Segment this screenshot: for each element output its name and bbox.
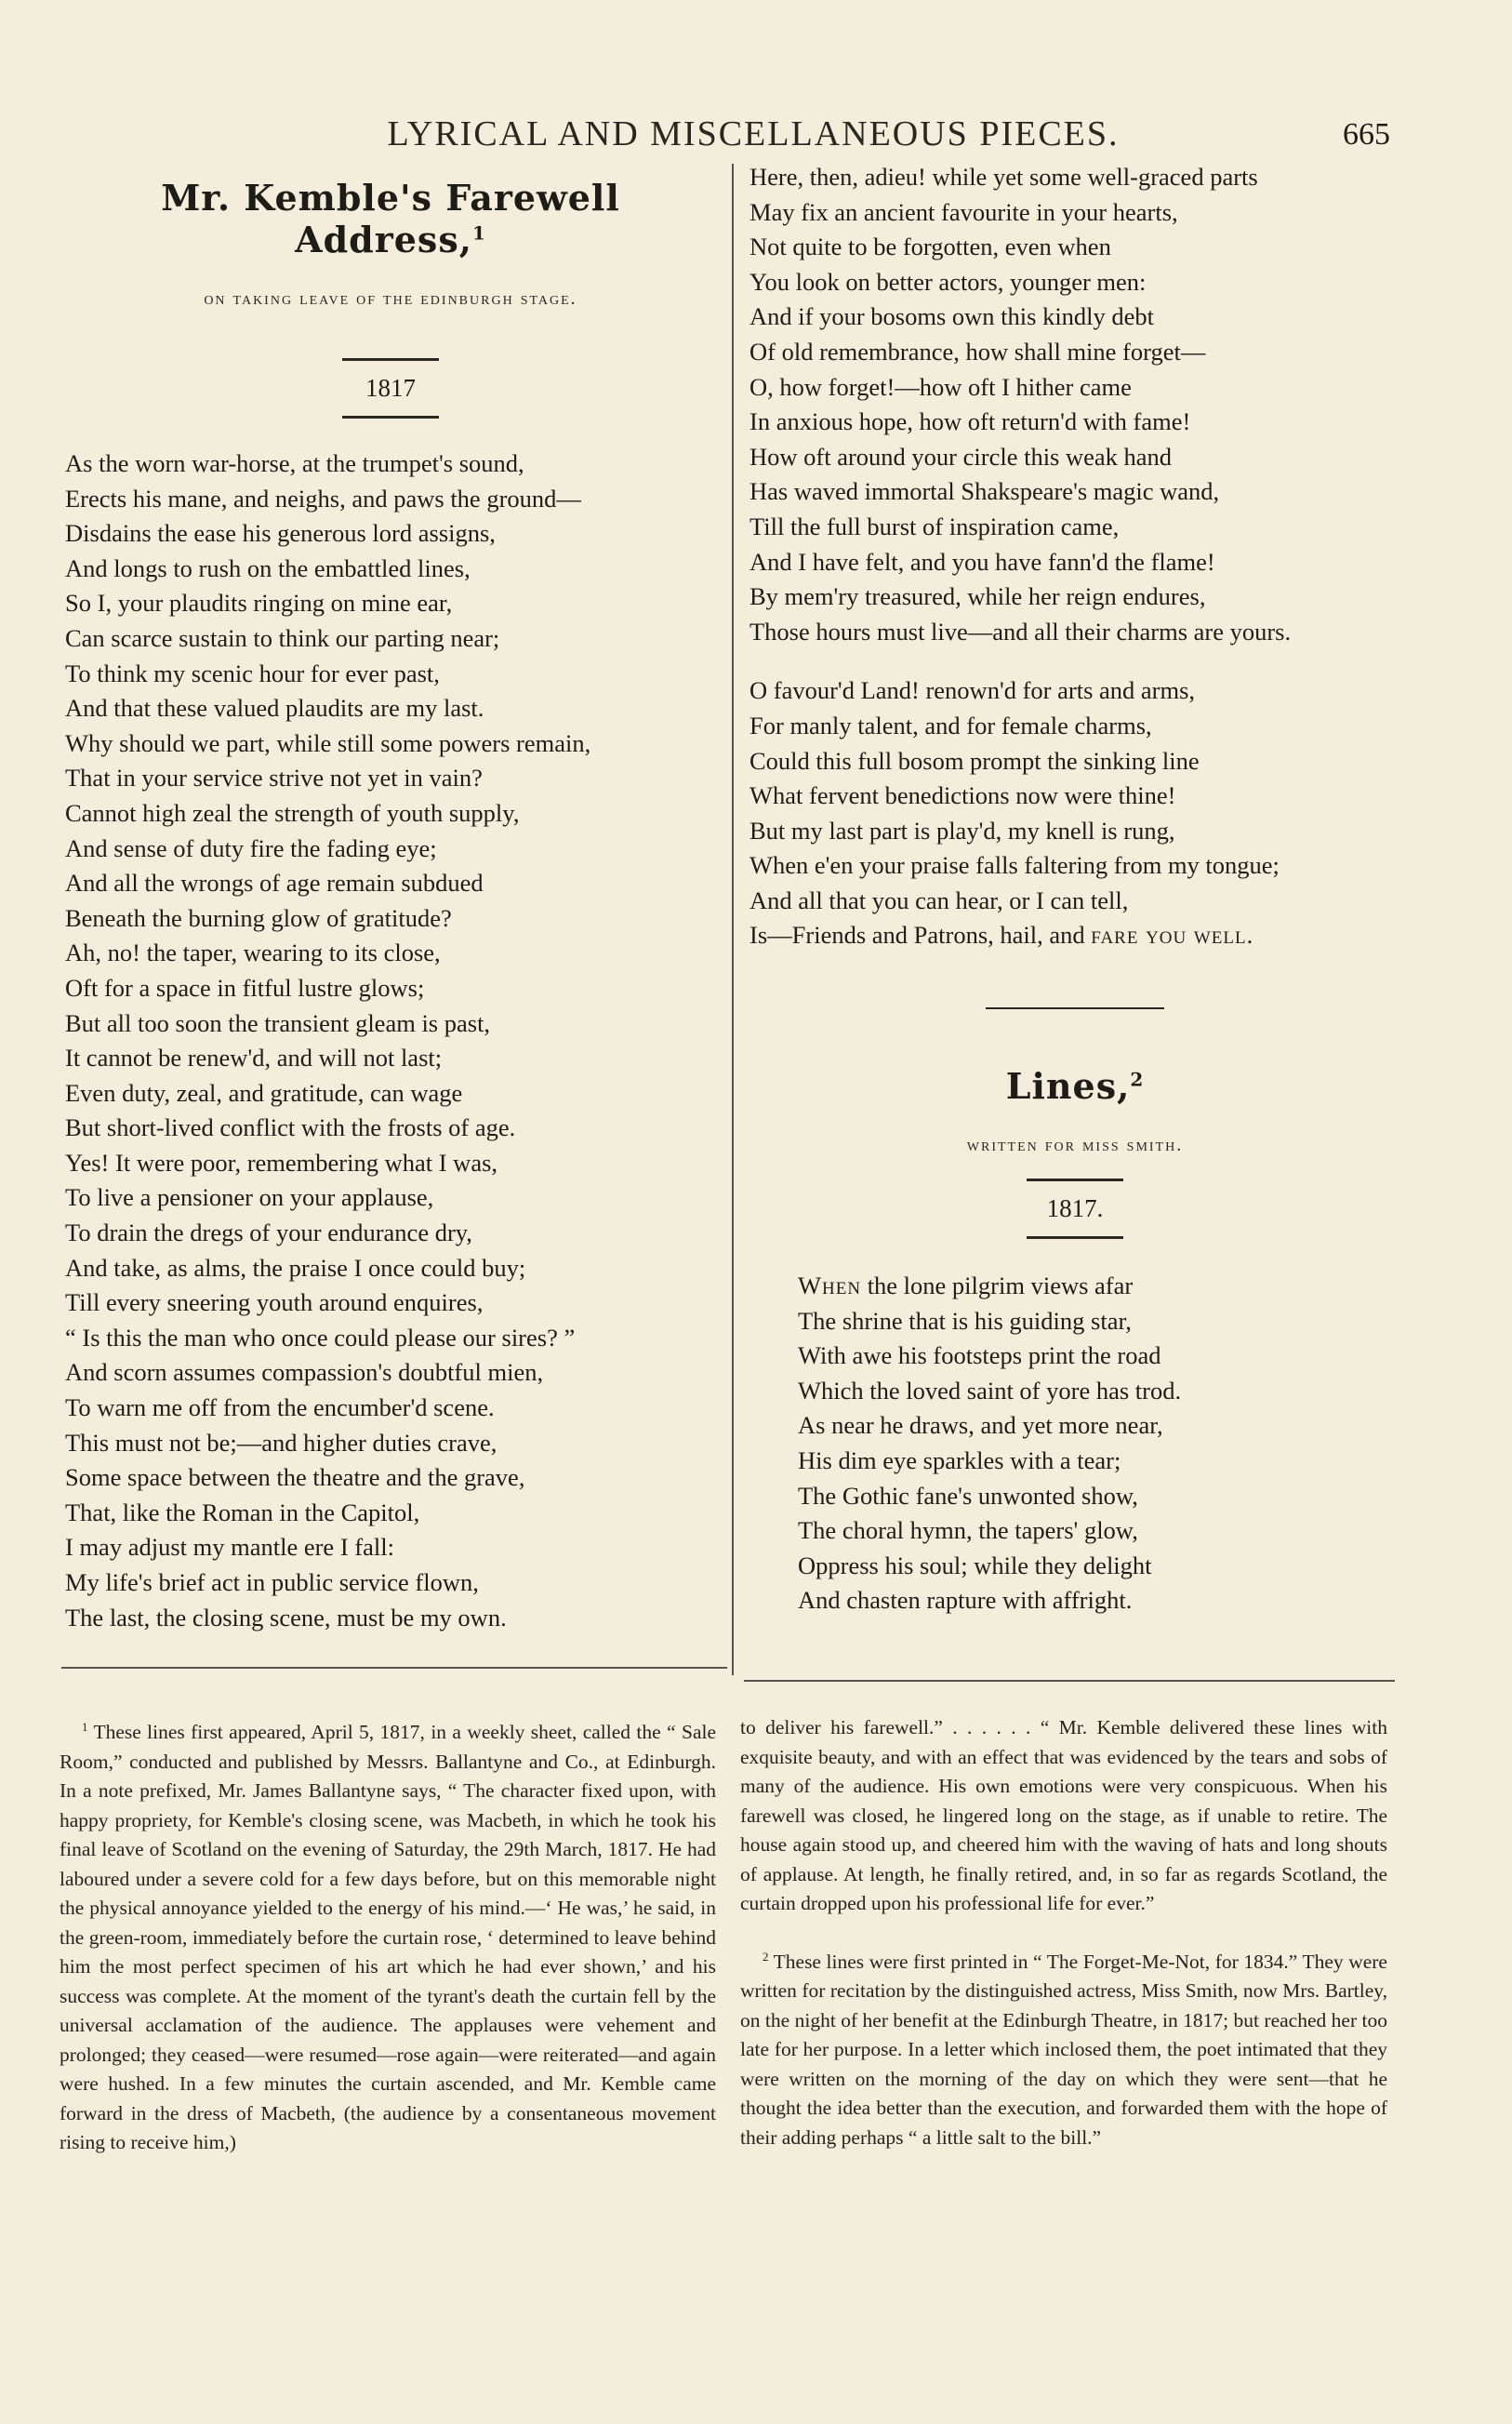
poem1-last-line: [749, 918, 1400, 953]
poem2-first-line: [798, 1269, 1400, 1304]
verse-line: What fervent benedictions now were thine!: [749, 781, 1176, 810]
column-divider: [732, 164, 734, 1675]
verse-line: Till the full burst of inspiration came,: [749, 512, 1120, 540]
verse-line: As the worn war-horse, at the trumpet's sound,: [65, 449, 524, 477]
verse-line: The Gothic fane's unwonted show,: [798, 1481, 1138, 1510]
verse-line: By mem'ry treasured, while her reign endures,: [749, 582, 1206, 611]
poem1-last-line-start: Is—Friends and Patrons, hail, and: [749, 921, 1092, 950]
verse-line: And all the wrongs of age remain subdued: [65, 869, 484, 898]
poem2-title: [749, 1065, 1400, 1107]
verse-line: Not quite to be forgotten, even when: [749, 233, 1111, 261]
poem1-year: 1817: [365, 374, 416, 402]
poem2-title-text: Lines,: [1005, 1065, 1131, 1108]
verse-line: Some space between the theatre and the grave,: [65, 1463, 525, 1492]
poem2-year-rule-top: [1027, 1179, 1123, 1181]
verse-line: O, how forget!—how oft I hither came: [749, 372, 1132, 401]
poem2-title-note: 2: [1130, 1068, 1145, 1091]
footnote-1-marker: 1: [82, 1721, 88, 1734]
footnote-rule-right: [744, 1680, 1395, 1682]
verse-line: Oppress his soul; while they delight: [798, 1551, 1152, 1579]
verse-line: Cannot high zeal the strength of youth supply,: [65, 798, 520, 827]
verse-line: And chasten rapture with affright.: [798, 1586, 1133, 1615]
verse-line: Disdains the ease his generous lord assigns,: [65, 519, 496, 548]
poem2-subtitle: written for miss smith.: [966, 1135, 1184, 1156]
poem1-last-line-caps: fare you well.: [1091, 921, 1254, 950]
verse-line: “ Is this the man who once could please our sires? ”: [65, 1323, 576, 1352]
verse-line: That in your service strive not yet in vain?: [65, 764, 483, 792]
verse-line: It cannot be renew'd, and will not last;: [65, 1044, 443, 1072]
verse-line: As near he draws, and yet more near,: [798, 1411, 1163, 1440]
footnote-2: [740, 1943, 1387, 2153]
footnotes-right: [740, 1713, 1387, 2152]
verse-line: This must not be;—and higher duties crave,: [65, 1428, 497, 1457]
poem1-title: [65, 177, 716, 260]
verse-line: The shrine that is his guiding star,: [798, 1306, 1132, 1335]
verse-line: And scorn assumes compassion's doubtful mien,: [65, 1358, 544, 1387]
verse-line: And I have felt, and you have fann'd the flame!: [749, 547, 1215, 576]
footnote-1: [60, 1713, 716, 2158]
poem2-year: 1817.: [1046, 1194, 1104, 1223]
verse-line: To warn me off from the encumber'd scene.: [65, 1393, 495, 1422]
verse-line: And take, as alms, the praise I once could buy;: [65, 1253, 526, 1282]
verse-line: My life's brief act in public service flown,: [65, 1568, 479, 1596]
verse-line: When e'en your praise falls faltering from my tongue;: [749, 851, 1280, 880]
verse-line: Erects his mane, and neighs, and paws the ground—: [65, 484, 581, 513]
poem1-year-rule-top: [342, 358, 439, 361]
verse-line: Ah, no! the taper, wearing to its close,: [65, 939, 441, 967]
footnote-2-marker: 2: [763, 1950, 769, 1964]
verse-line: The choral hymn, the tapers' glow,: [798, 1516, 1138, 1545]
verse-line: How oft around your circle this weak hand: [749, 442, 1173, 471]
verse-line: May fix an ancient favourite in your hearts,: [749, 197, 1178, 226]
verse-line: To think my scenic hour for ever past,: [65, 659, 440, 687]
page-number: 665: [1343, 117, 1390, 152]
verse-line: I may adjust my mantle ere I fall:: [65, 1533, 394, 1562]
verse-line: You look on better actors, younger men:: [749, 267, 1147, 296]
footnote-2-text: These lines were first printed in “ The Forget-Me-Not, for 1834.” They were written for recitation by the distinguished actress, Miss Smith, now Mrs. Bartley, on the night of her benefit at the Edinburgh Theatre, in 1817; but reached her too late for her purpose. In a letter which inclosed them, the poet intimated that they were written on the morning of the day on which they were sent—that he thought the idea better than the execution, and forwarded them with the hope of their adding perhaps “ a little salt to the bill.”: [740, 1950, 1387, 2149]
verse-line: Could this full bosom prompt the sinking line: [749, 746, 1200, 775]
verse-line: Here, then, adieu! while yet some well-graced parts: [749, 163, 1258, 191]
poem2-verse: [798, 1269, 1400, 1618]
verse-line: Till every sneering youth around enquires,: [65, 1288, 484, 1317]
verse-line: And if your bosoms own this kindly debt: [749, 302, 1155, 331]
verse-line: And all that you can hear, or I can tell,: [749, 886, 1129, 914]
verse-line: Of old remembrance, how shall mine forget—: [749, 337, 1206, 366]
verse-line: Why should we part, while still some powers remain,: [65, 728, 591, 757]
verse-line: To drain the dregs of your endurance dry,: [65, 1219, 472, 1247]
verse-line: The last, the closing scene, must be my own.: [65, 1603, 507, 1632]
right-column: [749, 160, 1400, 1618]
verse-line: And sense of duty fire the fading eye;: [65, 833, 437, 862]
verse-line: That, like the Roman in the Capitol,: [65, 1498, 420, 1526]
verse-line: To live a pensioner on your applause,: [65, 1183, 434, 1212]
verse-line: With awe his footsteps print the road: [798, 1341, 1161, 1370]
poem1-verse: [65, 446, 716, 1635]
verse-line: Even duty, zeal, and gratitude, can wage: [65, 1078, 463, 1107]
running-head: LYRICAL AND MISCELLANEOUS PIECES.: [387, 114, 1120, 153]
verse-line: But all too soon the transient gleam is past,: [65, 1008, 491, 1037]
verse-line: O favour'd Land! renown'd for arts and arms,: [749, 676, 1196, 705]
footnote-1-continued: to deliver his farewell.” . . . . . . “ Mr. Kemble delivered these lines with exquisite beauty, and with an effect that was evidenced by the tears and sobs of many of the audience. His own emotions were very conspicuous. When his farewell was closed, he lingered long on the stage, as if unable to retire. The house again stood up, and cheered him with the waving of hats and long shouts of applause. At length, he finally retired, and, in so far as regards Scotland, the curtain dropped upon his professional life for ever.”: [740, 1716, 1387, 1914]
verse-line: Which the loved saint of yore has trod.: [798, 1376, 1182, 1405]
verse-line: But short-lived conflict with the frosts of age.: [65, 1113, 516, 1142]
poem1-title-text: Mr. Kemble's Farewell Address,: [161, 177, 620, 260]
verse-line: In anxious hope, how oft return'd with fame!: [749, 407, 1191, 436]
poem1-final-stanza: [749, 673, 1400, 953]
verse-line: Has waved immortal Shakspeare's magic wand,: [749, 477, 1220, 506]
poem1-subtitle: on taking leave of the edinburgh stage.: [204, 288, 577, 309]
verse-line: But my last part is play'd, my knell is rung,: [749, 816, 1175, 845]
poem1-title-note: 1: [471, 221, 486, 245]
verse-line: Yes! It were poor, remembering what I was,: [65, 1148, 498, 1177]
poem1-continuation: [749, 160, 1400, 649]
poem2-first-word: When: [798, 1272, 862, 1300]
footnote-rule-left: [61, 1667, 727, 1669]
verse-line: Oft for a space in fitful lustre glows;: [65, 973, 425, 1002]
verse-line: Beneath the burning glow of gratitude?: [65, 903, 452, 932]
verse-line: His dim eye sparkles with a tear;: [798, 1446, 1121, 1475]
verse-line: So I, your plaudits ringing on mine ear,: [65, 589, 453, 618]
verse-line: Can scarce sustain to think our parting near;: [65, 623, 500, 652]
verse-line: And that these valued plaudits are my last.: [65, 694, 484, 723]
verse-line: For manly talent, and for female charms,: [749, 711, 1152, 739]
footnote-1-text: These lines first appeared, April 5, 1817, in a weekly sheet, called the “ Sale Room,” conducted and published by Messrs. Ballantyne and Co., at Edinburgh. In a note prefixed, Mr. James Ballantyne says, “ The character fixed upon, with happy propriety, for Kemble's closing scene, was Macbeth, in which he took his final leave of Scotland on the evening of Saturday, the 29th March, 1817. He had laboured under a severe cold for a few days before, but on this memorable night the physical annoyance yielded to the energy of his mind.—‘ He was,’ he said, in the green-room, immediately before the curtain rose, ‘ determined to leave behind him the most perfect specimen of his art which he had ever shown,’ and his success was complete. At the moment of the tyrant's death the curtain fell by the universal acclamation of the audience. The applauses were vehement and prolonged; they ceased—were resumed—rose again—were reiterated—and again were hushed. In a few minutes the curtain ascended, and Mr. Kemble came forward in the dress of Macbeth, (the audience by a consentaneous movement rising to receive him,): [60, 1721, 716, 2154]
left-column: [65, 177, 716, 1635]
verse-line: And longs to rush on the embattled lines,: [65, 553, 471, 582]
poem2-first-line-rest: the lone pilgrim views afar: [861, 1272, 1134, 1300]
footnotes-left: [60, 1713, 716, 2158]
verse-line: Those hours must live—and all their charms are yours.: [749, 617, 1292, 646]
